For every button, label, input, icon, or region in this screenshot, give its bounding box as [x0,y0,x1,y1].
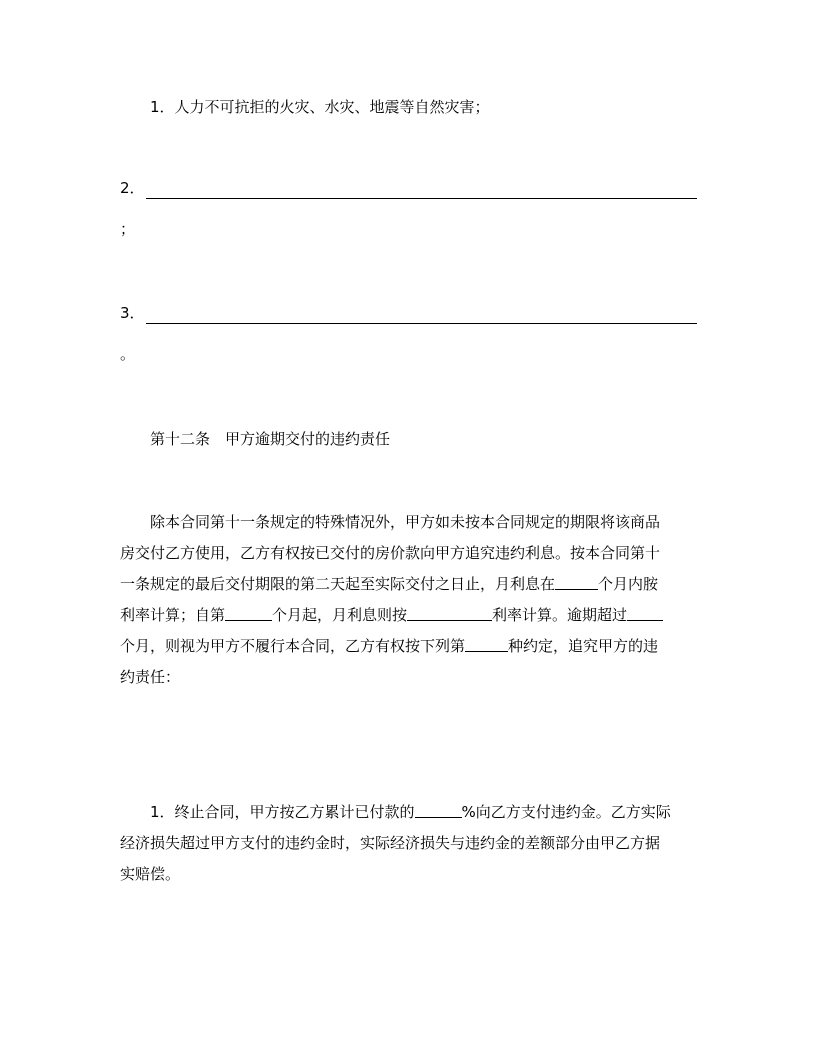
article-line [120,631,700,662]
item-3-blank-line [146,323,697,324]
item-1-text: 1．人力不可抗拒的火灾、水灾、地震等自然灾害； [150,98,490,116]
item-3-end-mark: 。 [120,345,136,363]
fill-blank [627,604,663,621]
article-line: 房交付乙方使用，乙方有权按已交付的房价款向甲方追究违约利息。按本合同第十 [120,544,661,562]
article-heading: 第十二条 甲方逾期交付的违约责任 [150,430,391,448]
article-line: 除本合同第十一条规定的特殊情况外，甲方如未按本合同规定的期限将该商品 [150,513,661,531]
fill-blank [407,604,492,621]
item-2-blank-line [146,198,697,199]
item-3-row [120,301,697,325]
article-line [120,569,700,600]
article-text: 个月，则视为甲方不履行本合同，乙方有权按下列第 [120,637,466,655]
clause-line [120,797,700,828]
clause-text: %向乙方支付违约金。乙方实际 [461,803,671,821]
article-text: 种约定，追究甲方的违 [508,637,659,655]
fill-blank [225,604,272,621]
clause-line: 实赔偿。 [120,865,181,883]
article-text: 个月起，月利息则按 [272,606,408,624]
article-text: 利率计算。逾期超过 [492,606,628,624]
article-line: 约责任： [120,668,181,686]
fill-blank [465,635,508,652]
article-line [120,600,700,631]
clause-text: 1．终止合同，甲方按乙方累计已付款的 [150,803,415,821]
clause-1-paragraph [120,797,700,890]
item-3-number: 3． [120,304,145,322]
article-text: 一条规定的最后交付期限的第二天起至实际交付之日止，月利息在 [120,575,556,593]
item-2-row [120,176,697,200]
clause-line: 经济损失超过甲方支付的违约金时，实际经济损失与违约金的差额部分由甲乙方据 [120,834,661,852]
article-paragraph [120,507,700,693]
fill-blank [415,801,462,818]
item-2-end-mark: ； [120,220,136,238]
article-text: 利率计算；自第 [120,606,226,624]
article-text: 个月内胺 [598,575,659,593]
fill-blank [555,573,598,590]
item-2-number: 2． [120,179,145,197]
